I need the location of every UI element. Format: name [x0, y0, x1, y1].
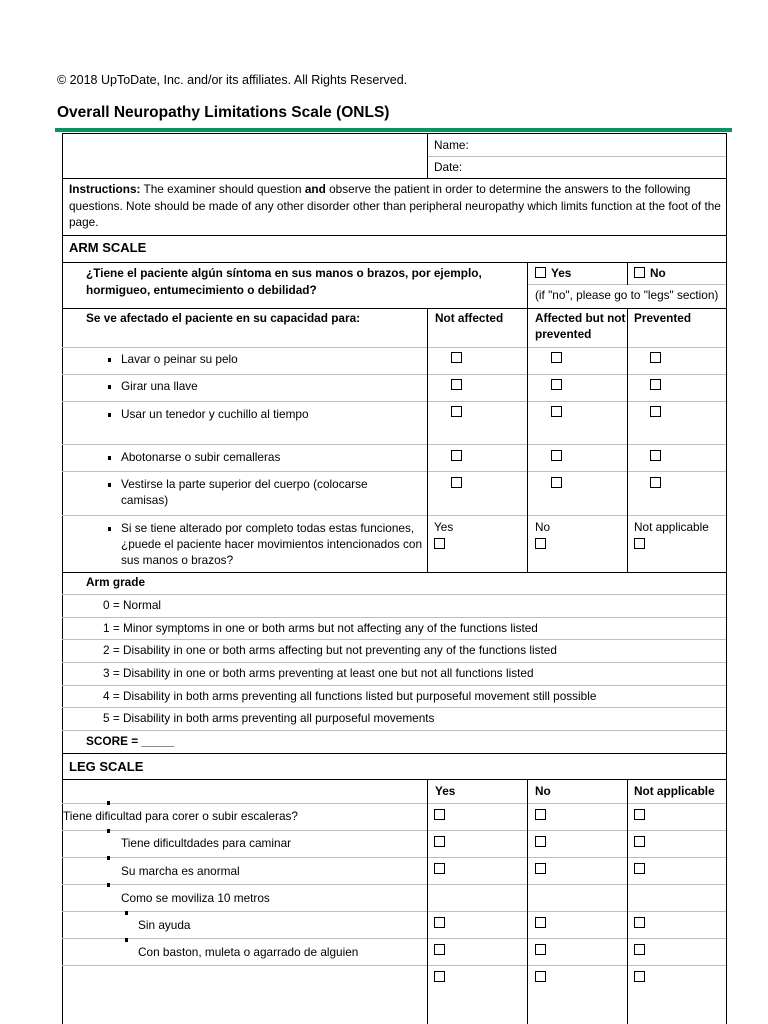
date-label: Date: — [434, 160, 463, 174]
leg-scale-heading: LEG SCALE — [69, 759, 144, 774]
row-divider — [62, 594, 726, 595]
title-rule — [55, 128, 732, 132]
purposeful-na-label: Not applicable — [634, 520, 709, 534]
instructions-text: observe the patient in order to determine the answers to the following — [329, 182, 691, 196]
arm-item-not-affected-checkbox[interactable] — [451, 477, 462, 488]
arm-item-affected-checkbox[interactable] — [551, 477, 562, 488]
arm-grade-option: 0 = Normal — [103, 598, 162, 612]
instructions-text: The examiner should question — [143, 182, 302, 196]
row-divider — [62, 730, 726, 731]
leg-item-no-checkbox[interactable] — [535, 863, 546, 874]
arm-item-label: Lavar o peinar su pelo — [121, 352, 238, 366]
instructions-line-2: questions. Note should be made of any other disorder other than peripheral neuropathy which limits function at the foot of the — [69, 199, 721, 213]
column-divider — [427, 133, 428, 178]
bullet — [107, 856, 110, 860]
column-divider — [427, 779, 428, 1024]
arm-item-prevented-checkbox[interactable] — [650, 450, 661, 461]
bullet — [107, 883, 110, 887]
arm-purposeful-question: sus manos o brazos? — [121, 553, 234, 567]
arm-item-not-affected-checkbox[interactable] — [451, 406, 462, 417]
leg-item-label: Con baston, muleta o agarrado de alguien — [138, 945, 359, 959]
col-not-affected: Not affected — [435, 311, 504, 325]
leg-item-no-checkbox[interactable] — [535, 971, 546, 982]
arm-item-not-affected-checkbox[interactable] — [451, 450, 462, 461]
leg-item-na-checkbox[interactable] — [634, 809, 645, 820]
bullet — [108, 385, 111, 389]
arm-purposeful-question: ¿puede el paciente hacer movimientos intencionados con — [121, 537, 423, 551]
instructions-line-3: page. — [69, 215, 99, 229]
leg-item-yes-checkbox[interactable] — [434, 809, 445, 820]
arm-grade-option: 1 = Minor symptoms in one or both arms but not affecting any of the functions listed — [103, 621, 538, 635]
leg-col-yes: Yes — [435, 784, 456, 798]
leg-item-no-checkbox[interactable] — [535, 917, 546, 928]
column-divider — [527, 262, 528, 308]
purposeful-yes-label: Yes — [434, 520, 454, 534]
arm-item-label: Girar una llave — [121, 379, 198, 393]
arm-scale-heading: ARM SCALE — [69, 240, 147, 255]
leg-item-no-checkbox[interactable] — [535, 809, 546, 820]
row-divider — [62, 617, 726, 618]
column-divider — [627, 779, 628, 1024]
leg-item-no-checkbox[interactable] — [535, 944, 546, 955]
leg-item-yes-checkbox[interactable] — [434, 917, 445, 928]
row-divider — [62, 639, 726, 640]
row-divider — [62, 178, 726, 179]
name-label: Name: — [434, 138, 469, 152]
leg-col-no: No — [535, 784, 551, 798]
row-divider — [427, 156, 726, 157]
leg-col-not-applicable: Not applicable — [634, 784, 715, 798]
leg-item-label: Sin ayuda — [138, 918, 191, 932]
arm-item-prevented-checkbox[interactable] — [650, 477, 661, 488]
column-divider — [427, 308, 428, 572]
purposeful-yes-checkbox[interactable] — [434, 538, 445, 549]
arm-item-affected-checkbox[interactable] — [551, 406, 562, 417]
arm-if-no-note: (if "no", please go to "legs" section) — [535, 288, 719, 302]
row-divider — [62, 662, 726, 663]
arm-item-affected-checkbox[interactable] — [551, 352, 562, 363]
arm-affected-question: Se ve afectado el paciente en su capacidad para: — [86, 311, 361, 325]
bullet — [107, 801, 110, 805]
arm-symptom-yes-label: Yes — [551, 266, 572, 280]
purposeful-no-checkbox[interactable] — [535, 538, 546, 549]
leg-item-yes-checkbox[interactable] — [434, 836, 445, 847]
arm-item-label: camisas) — [121, 493, 169, 507]
arm-item-label: Usar un tenedor y cuchillo al tiempo — [121, 407, 309, 421]
instructions-line-1 — [69, 181, 690, 198]
bullet — [107, 829, 110, 833]
leg-item-yes-checkbox[interactable] — [434, 863, 445, 874]
arm-item-prevented-checkbox[interactable] — [650, 379, 661, 390]
leg-item-na-checkbox[interactable] — [634, 917, 645, 928]
leg-item-label: Tiene dificultdades para caminar — [121, 836, 292, 850]
leg-item-label: Su marcha es anormal — [121, 864, 240, 878]
col-prevented: Prevented — [634, 311, 692, 325]
column-divider — [527, 779, 528, 1024]
arm-item-not-affected-checkbox[interactable] — [451, 352, 462, 363]
col-affected-not-prevented: prevented — [535, 327, 592, 341]
leg-item-na-checkbox[interactable] — [634, 836, 645, 847]
arm-grade-label: Arm grade — [86, 575, 146, 589]
column-divider — [527, 308, 528, 572]
leg-item-yes-checkbox[interactable] — [434, 971, 445, 982]
row-divider — [62, 753, 726, 754]
arm-grade-option: 2 = Disability in one or both arms affecting but not preventing any of the functions listed — [103, 643, 557, 657]
arm-symptom-question: hormigueo, entumecimiento o debilidad? — [86, 283, 317, 297]
arm-symptom-yes-checkbox[interactable] — [535, 267, 546, 278]
purposeful-no-label: No — [535, 520, 551, 534]
arm-symptom-no-checkbox[interactable] — [634, 267, 645, 278]
bullet — [125, 938, 128, 942]
arm-item-prevented-checkbox[interactable] — [650, 406, 661, 417]
arm-symptom-question: ¿Tiene el paciente algún síntoma en sus manos o brazos, por ejemplo, — [86, 266, 482, 280]
arm-score: SCORE = _____ — [86, 734, 175, 748]
bullet — [108, 483, 111, 487]
bullet — [108, 413, 111, 417]
row-divider — [62, 235, 726, 236]
instructions-label: Instructions: — [69, 182, 141, 196]
arm-item-prevented-checkbox[interactable] — [650, 352, 661, 363]
bullet — [108, 527, 111, 531]
arm-item-not-affected-checkbox[interactable] — [451, 379, 462, 390]
row-divider — [62, 572, 726, 573]
column-divider — [627, 308, 628, 572]
leg-item-na-checkbox[interactable] — [634, 971, 645, 982]
leg-item-yes-checkbox[interactable] — [434, 944, 445, 955]
leg-item-na-checkbox[interactable] — [634, 944, 645, 955]
leg-item-label: Como se moviliza 10 metros — [121, 891, 270, 905]
arm-item-label: Abotonarse o subir cemalleras — [121, 450, 281, 464]
arm-purposeful-question: Si se tiene alterado por completo todas estas funciones, — [121, 521, 415, 535]
purposeful-na-checkbox[interactable] — [634, 538, 645, 549]
leg-item-na-checkbox[interactable] — [634, 863, 645, 874]
arm-item-label: Vestirse la parte superior del cuerpo (colocarse — [121, 477, 368, 491]
bullet — [108, 456, 111, 460]
leg-item-no-checkbox[interactable] — [535, 836, 546, 847]
instructions-emphasis: and — [304, 182, 326, 196]
arm-grade-option: 4 = Disability in both arms preventing all functions listed but purposeful movement still possible — [103, 689, 597, 703]
page-title: Overall Neuropathy Limitations Scale (ONLS) — [57, 104, 390, 121]
arm-item-affected-checkbox[interactable] — [551, 450, 562, 461]
leg-item-label: Tiene dificultad para corer o subir escaleras? — [63, 809, 298, 823]
copyright-notice: © 2018 UpToDate, Inc. and/or its affiliates. All Rights Reserved. — [57, 73, 408, 87]
bullet — [108, 358, 111, 362]
row-divider — [62, 685, 726, 686]
arm-item-affected-checkbox[interactable] — [551, 379, 562, 390]
arm-grade-option: 5 = Disability in both arms preventing all purposeful movements — [103, 711, 435, 725]
arm-symptom-no-label: No — [650, 266, 666, 280]
row-divider — [62, 707, 726, 708]
arm-grade-option: 3 = Disability in one or both arms preventing at least one but not all functions listed — [103, 666, 534, 680]
col-affected-not-prevented: Affected but not — [535, 311, 626, 325]
bullet — [125, 911, 128, 915]
row-divider — [62, 133, 726, 134]
column-divider — [627, 262, 628, 285]
